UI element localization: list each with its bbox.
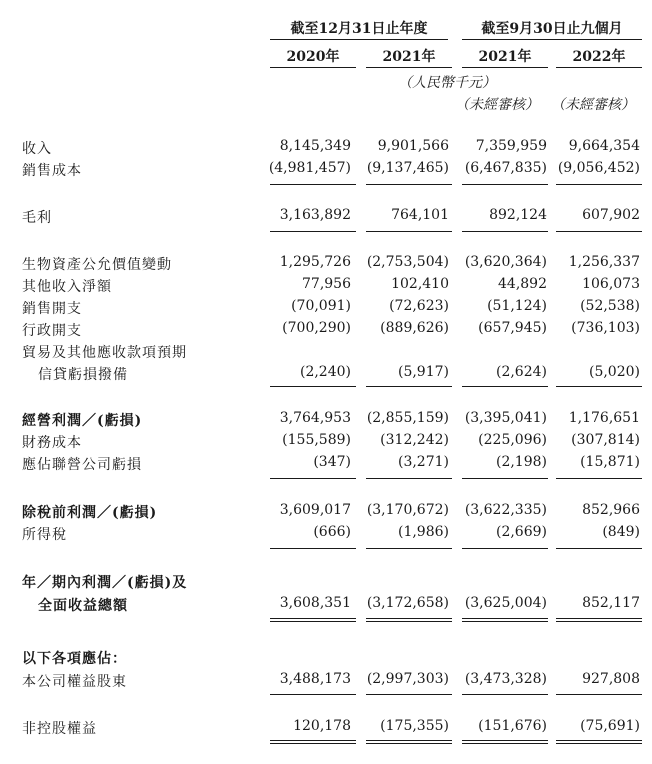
subtotal-rule [556, 694, 642, 695]
total-double-rule [366, 618, 452, 619]
row-label-share-of-associates: 應佔聯營公司虧損 [22, 457, 142, 473]
cell: (151,676) [478, 718, 547, 734]
cell: (307,814) [571, 432, 640, 448]
cell: 44,892 [498, 276, 547, 292]
cell: (736,103) [571, 320, 640, 336]
cell: (3,620,364) [464, 254, 547, 270]
cell: 892,124 [489, 207, 547, 223]
row-label-attributable-to: 以下各項應佔： [22, 651, 127, 667]
total-double-rule [270, 618, 356, 619]
subtotal-rule [462, 478, 548, 479]
subtotal-rule [556, 548, 642, 549]
cell: (3,473,328) [464, 671, 547, 687]
total-double-rule [556, 618, 642, 619]
year-rule-3 [462, 67, 548, 68]
subtotal-rule [366, 231, 452, 232]
cell: (70,091) [291, 298, 351, 314]
subtotal-rule [556, 386, 642, 387]
subtotal-rule [270, 386, 356, 387]
cell: (3,271) [397, 454, 449, 470]
cell: (6,467,835) [464, 160, 547, 176]
cell: 77,956 [302, 276, 351, 292]
subtotal-rule [270, 694, 356, 695]
subtotal-rule [366, 694, 452, 695]
total-double-rule [462, 740, 548, 741]
cell: (3,170,672) [366, 502, 449, 518]
cell: 607,902 [582, 207, 640, 223]
cell: (889,626) [380, 320, 449, 336]
cell: (2,997,303) [366, 671, 449, 687]
row-label-equity-shareholders: 本公司權益股東 [22, 674, 127, 690]
cell: 852,966 [582, 502, 640, 518]
row-label-cost-of-sales: 銷售成本 [22, 163, 82, 179]
year-2021-annual: 2021年 [382, 49, 436, 65]
header-rule-nine [462, 39, 642, 40]
cell: 9,901,566 [377, 138, 449, 154]
subtotal-rule [270, 548, 356, 549]
cell: (52,538) [580, 298, 640, 314]
total-double-rule [462, 743, 548, 744]
subtotal-rule [366, 386, 452, 387]
cell: (225,096) [478, 432, 547, 448]
row-label-finance-costs: 財務成本 [22, 435, 82, 451]
cell: (51,124) [487, 298, 547, 314]
total-double-rule [366, 621, 452, 622]
row-label-biological-assets: 生物資產公允價值變動 [22, 257, 172, 273]
year-2020: 2020年 [286, 49, 340, 65]
subtotal-rule [462, 694, 548, 695]
cell: (3,622,335) [464, 502, 547, 518]
unaudited-note-1: （未經審核） [455, 97, 539, 113]
year-rule-4 [556, 67, 642, 68]
cell: 9,664,354 [568, 138, 640, 154]
total-double-rule [366, 740, 452, 741]
row-label-other-income: 其他收入淨額 [22, 279, 112, 295]
cell: (9,056,452) [557, 160, 640, 176]
cell: 764,101 [391, 207, 449, 223]
cell: 1,295,726 [279, 254, 351, 270]
cell: (2,669) [495, 524, 547, 540]
cell: (5,917) [397, 364, 449, 380]
subtotal-rule [270, 184, 356, 185]
cell: (5,020) [588, 364, 640, 380]
unaudited-note-2: （未經審核） [551, 97, 635, 113]
cell: (3,395,041) [464, 410, 547, 426]
cell: 3,163,892 [279, 207, 351, 223]
cell: (155,589) [282, 432, 351, 448]
year-2021-nine: 2021年 [478, 49, 532, 65]
subtotal-rule [556, 231, 642, 232]
subtotal-rule [366, 478, 452, 479]
cell: 3,488,173 [279, 671, 351, 687]
row-label-profit-for-period-line1: 年／期內利潤／(虧損)及 [22, 575, 188, 591]
row-label-revenue: 收入 [22, 141, 52, 157]
year-rule-2 [366, 67, 452, 68]
cell: (3,625,004) [464, 595, 547, 611]
subtotal-rule [556, 184, 642, 185]
subtotal-rule [462, 184, 548, 185]
cell: (666) [313, 524, 351, 540]
cell: (2,753,504) [366, 254, 449, 270]
header-rule-year [270, 39, 448, 40]
cell: (700,290) [282, 320, 351, 336]
cell: (72,623) [389, 298, 449, 314]
subtotal-rule [462, 231, 548, 232]
cell: (849) [602, 524, 640, 540]
header-group-year: 截至12月31日止年度 [290, 21, 428, 37]
cell: (3,172,658) [366, 595, 449, 611]
subtotal-rule [270, 478, 356, 479]
total-double-rule [556, 621, 642, 622]
total-double-rule [366, 743, 452, 744]
year-rule-1 [270, 67, 356, 68]
cell: (1,986) [397, 524, 449, 540]
total-double-rule [270, 740, 356, 741]
subtotal-rule [366, 548, 452, 549]
cell: (2,240) [299, 364, 351, 380]
header-group-nine: 截至9月30日止九個月 [481, 21, 623, 37]
subtotal-rule [462, 548, 548, 549]
row-label-admin-expenses: 行政開支 [22, 323, 82, 339]
cell: (657,945) [478, 320, 547, 336]
subtotal-rule [556, 478, 642, 479]
row-label-total-comprehensive-income: 全面收益總額 [38, 598, 128, 614]
cell: 7,359,959 [475, 138, 547, 154]
row-label-non-controlling-interests: 非控股權益 [22, 721, 97, 737]
cell: 1,176,651 [568, 410, 640, 426]
cell: 3,764,953 [279, 410, 351, 426]
subtotal-rule [270, 231, 356, 232]
cell: (175,355) [380, 718, 449, 734]
total-double-rule [556, 743, 642, 744]
total-double-rule [556, 740, 642, 741]
cell: (2,624) [495, 364, 547, 380]
currency-unit: （人民幣千元） [398, 75, 496, 91]
total-double-rule [462, 618, 548, 619]
row-label-gross-profit: 毛利 [22, 210, 52, 226]
total-double-rule [270, 621, 356, 622]
cell: 3,609,017 [279, 502, 351, 518]
cell: (312,242) [380, 432, 449, 448]
cell: 1,256,337 [568, 254, 640, 270]
cell: 927,808 [582, 671, 640, 687]
cell: (347) [313, 454, 351, 470]
cell: (75,691) [580, 718, 640, 734]
cell: 852,117 [582, 595, 640, 611]
row-label-selling-expenses: 銷售開支 [22, 301, 82, 317]
cell: (9,137,465) [366, 160, 449, 176]
cell: 3,608,351 [279, 595, 351, 611]
year-2022-nine: 2022年 [572, 49, 626, 65]
cell: (2,198) [495, 454, 547, 470]
row-label-income-tax: 所得稅 [22, 527, 67, 543]
row-label-profit-before-tax: 除稅前利潤／(虧損) [22, 505, 158, 521]
cell: (2,855,159) [366, 410, 449, 426]
cell: 120,178 [293, 718, 351, 734]
row-label-operating-profit: 經營利潤／(虧損) [22, 413, 143, 429]
subtotal-rule [366, 184, 452, 185]
row-label-ecl-line2: 信貸虧損撥備 [38, 367, 128, 383]
cell: (4,981,457) [268, 160, 351, 176]
cell: (15,871) [580, 454, 640, 470]
cell: 102,410 [391, 276, 449, 292]
subtotal-rule [462, 386, 548, 387]
cell: 106,073 [582, 276, 640, 292]
total-double-rule [270, 743, 356, 744]
total-double-rule [462, 621, 548, 622]
row-label-ecl-line1: 貿易及其他應收款項預期 [22, 345, 187, 361]
cell: 8,145,349 [279, 138, 351, 154]
